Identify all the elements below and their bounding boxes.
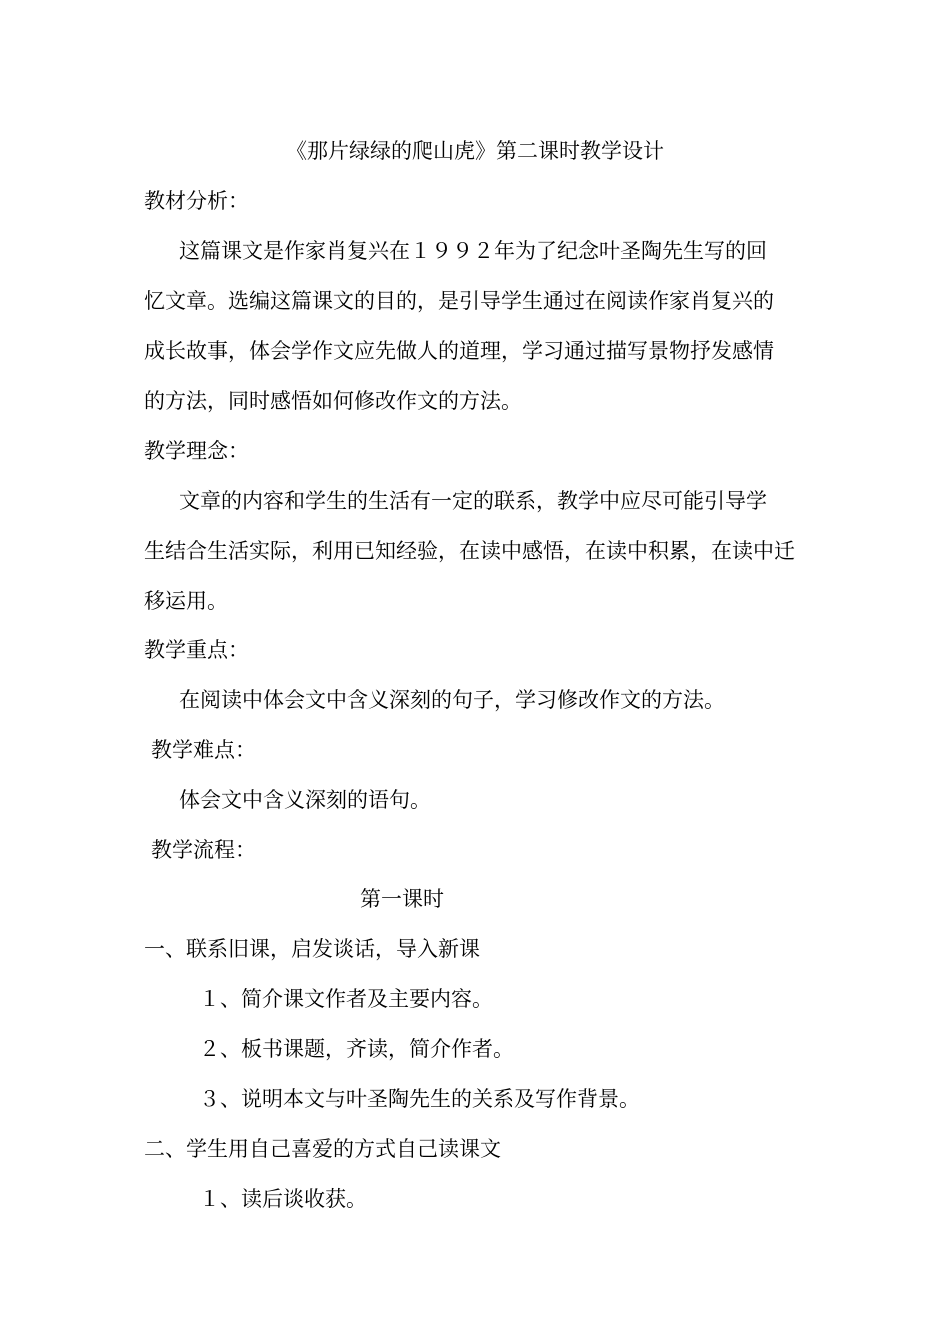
material-paragraph-line: 这篇课文是作家肖复兴在１９９２年为了纪念叶圣陶先生写的回 [179,239,767,263]
step1-item: ３、说明本文与叶圣陶先生的关系及写作背景。 [199,1087,640,1111]
concept-paragraph-line: 生结合生活实际，利用已知经验，在读中感悟，在读中积累，在读中迁 [144,539,795,563]
step1-heading: 一、联系旧课，启发谈话，导入新课 [144,937,480,961]
concept-paragraph-line: 文章的内容和学生的生活有一定的联系，教学中应尽可能引导学 [179,489,767,513]
step1-item: ２、板书课题，齐读，简介作者。 [199,1037,514,1061]
material-heading: 教材分析： [144,189,249,213]
process-heading: 教学流程： [151,838,256,862]
document-title: 《那片绿绿的爬山虎》第二课时教学设计 [286,139,664,163]
key-heading: 教学重点： [144,638,249,662]
material-paragraph-line: 的方法，同时感悟如何修改作文的方法。 [144,389,522,413]
concept-heading: 教学理念： [144,439,249,463]
step2-heading: 二、学生用自己喜爱的方式自己读课文 [144,1137,501,1161]
material-paragraph-line: 忆文章。选编这篇课文的目的，是引导学生通过在阅读作家肖复兴的 [144,289,774,313]
material-paragraph-line: 成长故事，体会学作文应先做人的道理，学习通过描写景物抒发感情 [144,339,774,363]
lesson-title: 第一课时 [360,887,444,911]
step2-item: １、读后谈收获。 [199,1187,367,1211]
difficulty-heading: 教学难点： [151,738,256,762]
difficulty-text: 体会文中含义深刻的语句。 [179,788,431,812]
key-text: 在阅读中体会文中含义深刻的句子，学习修改作文的方法。 [179,688,725,712]
concept-paragraph-line: 移运用。 [144,589,228,613]
step1-item: １、简介课文作者及主要内容。 [199,987,493,1011]
